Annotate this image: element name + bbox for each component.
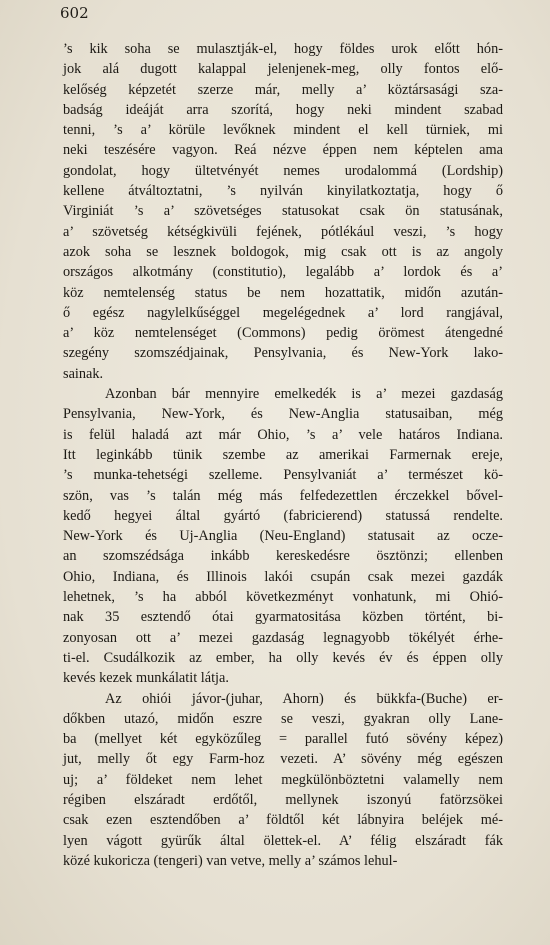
text-line: ti-el. Csudálkozik az ember, ha olly kevés év és éppen olly — [63, 649, 503, 666]
text-line: kedő hegyei által gyártó (fabricierend) statussá rendelte. — [63, 507, 503, 524]
text-line: ’s kik soha se mulasztják-el, hogy földes urok előtt hón- — [63, 41, 503, 57]
text-line: gondolat, hogy ültetvényét nemes urodalommá (Lordship) — [63, 162, 503, 179]
text-line: ő egész nagylelkűséggel megelégednek a’ lord rangjával, — [63, 304, 503, 321]
text-line: Virginiát ’s a’ szövetséges statusokat csak ön statusának, — [63, 203, 503, 220]
text-line: neki teszésére vagyon. Reá nézve éppen nem képtelen ama — [63, 142, 503, 159]
text-line: ’s munka-tehetségi szelleme. Pensylvaniát a’ természet kö- — [63, 467, 503, 484]
text-line: sainak. — [63, 365, 104, 382]
body-text — [63, 39, 503, 871]
text-line: Itt leginkább tünik szembe az amerikai Farmernak ereje, — [63, 446, 503, 463]
text-line: szegény szomszédjainak, Pensylvania, és New-York lako- — [63, 345, 503, 362]
text-line: dőkben utazó, midőn eszre se veszi, gyakran olly Lane- — [63, 710, 503, 727]
text-line: an szomszédsága inkább kereskedésre ösztönzi; ellenben — [63, 548, 503, 565]
text-line: tenni, ’s a’ körüle levőknek mindent el kell türniek, mi — [63, 122, 503, 139]
text-line: köz nemtelenség status be nem hozattatik, midőn azután- — [63, 284, 503, 301]
text-line: szön, vas ’s talán még más felfedezettlen érczekkel bővel- — [63, 487, 503, 504]
text-line: kellene átváltoztatni, ’s nyilván kinyilatkoztatja, hogy ő — [63, 183, 503, 200]
text-line: közé kukoricza (tengeri) van vetve, melly a’ számos lehul- — [63, 852, 398, 869]
text-line: jok alá dugott kalappal jelenjenek-meg, olly fontos elő- — [63, 61, 503, 78]
text-line: lyen vágott gyürűk által ölettek-el. A’ félig elszáradt fák — [63, 832, 503, 849]
text-line: zonyosan ott a’ mezei gazdaság legnagyobb tökélyét érhe- — [63, 629, 503, 646]
page-number: 602 — [60, 4, 89, 22]
text-line: nak 35 esztendő ótai gyarmatositása közben történt, bi- — [63, 609, 503, 626]
text-line: ba (mellyet két egyközűleg = parallel futó sövény képez) — [63, 731, 503, 748]
text-line: a’ köz nemtelenséget (Commons) pedig örömest átengedné — [63, 325, 503, 342]
text-line: Azonban bár mennyire emelkedék is a’ mezei gazdaság — [105, 386, 503, 403]
text-line: csak ezen esztendőben a’ földtől két lábnyira beléjek mé- — [63, 812, 503, 829]
text-line: kevés kezek munkálatit látja. — [63, 670, 229, 687]
text-line: uj; a’ földeket nem lehet megkülönböztetni valamelly nem — [63, 771, 503, 788]
text-line: azok soha se lesznek boldogok, mig csak ott is az angoly — [63, 243, 503, 260]
text-line: Ohio, Indiana, és Illinois lakói csupán csak mezei gazdák — [63, 568, 503, 585]
text-line: Az ohiói jávor-(juhar, Ahorn) és bükkfa-(Buche) er- — [105, 690, 503, 707]
text-line: badság ideáját arra szorítá, hogy neki mindent szabad — [63, 101, 503, 118]
text-line: jut, melly őt egy Farm-hoz vezeti. A’ sövény még egészen — [63, 751, 503, 768]
text-line: régiben elszáradt erdőtől, mellynek iszonyú fatörzsökei — [63, 791, 503, 808]
paragraph — [63, 689, 503, 872]
text-line: országos alkotmány (constitutio), legalább a’ lordok és a’ — [63, 264, 503, 281]
paragraph — [63, 384, 503, 688]
text-line: is felül haladá azt már Ohio, ’s a’ vele határos Indiana. — [63, 426, 503, 443]
text-line: kelőség képzetét szerze már, melly a’ köztársasági sza- — [63, 81, 503, 98]
text-line: lehetnek, ’s ha abból következményt vonhatunk, mi Ohió- — [63, 589, 503, 606]
paragraph — [63, 39, 503, 384]
text-line: Pensylvania, New-York, és New-Anglia statusaiban, még — [63, 406, 503, 423]
text-line: New-York és Uj-Anglia (Neu-England) statusait az ocze- — [63, 528, 503, 545]
text-line: a’ szövetség kétségkivüli fejének, pótlékául veszi, ’s hogy — [63, 223, 503, 240]
